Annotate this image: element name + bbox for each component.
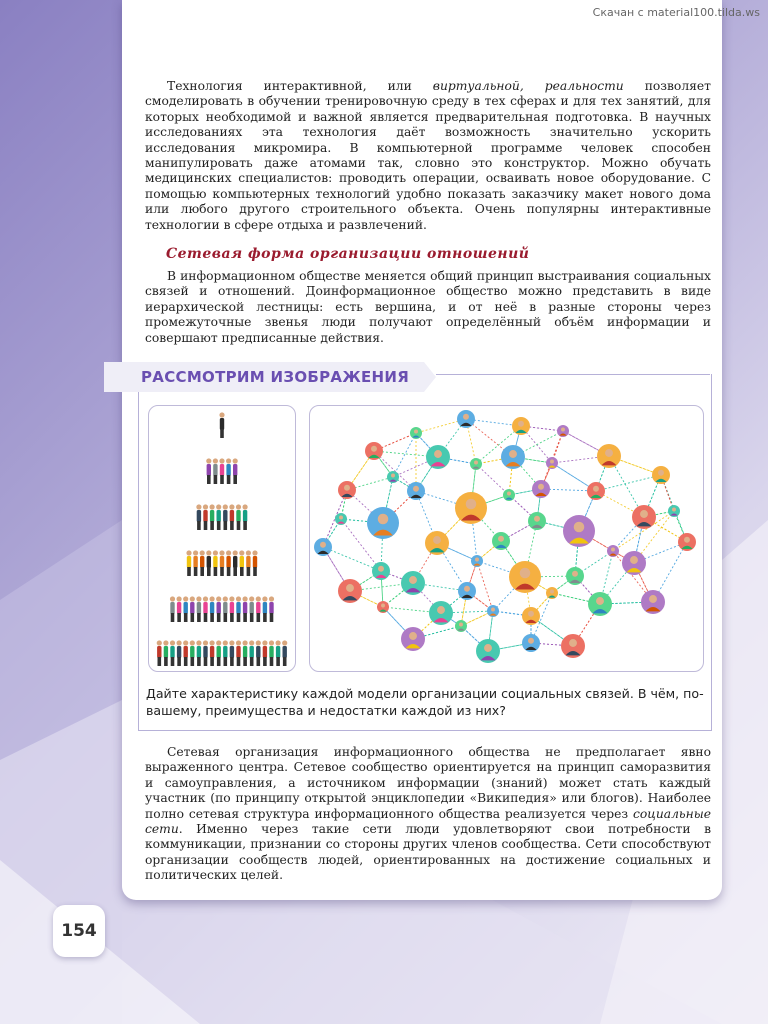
person-figure — [226, 550, 231, 576]
person-figure — [256, 640, 261, 666]
network-node — [407, 482, 425, 500]
person-figure — [219, 412, 224, 438]
network-node — [455, 492, 487, 524]
person-figure — [216, 640, 221, 666]
person-figure — [177, 596, 182, 622]
network-node — [668, 505, 680, 517]
network-node — [455, 620, 467, 632]
person-figure — [269, 596, 274, 622]
network-node — [566, 567, 584, 585]
network-image — [309, 405, 704, 672]
network-node — [367, 507, 399, 539]
person-figure — [190, 596, 195, 622]
network-node — [372, 562, 390, 580]
person-figure — [226, 458, 231, 484]
person-figure — [252, 550, 257, 576]
person-figure — [170, 596, 175, 622]
banner-title: РАССМОТРИМ ИЗОБРАЖЕНИЯ — [141, 368, 410, 386]
person-figure — [157, 640, 162, 666]
network-node — [563, 515, 595, 547]
person-figure — [243, 640, 248, 666]
network-node — [622, 551, 646, 575]
person-figure — [203, 596, 208, 622]
person-figure — [183, 640, 188, 666]
network-node — [492, 532, 510, 550]
hierarchy-pyramid-image — [148, 405, 296, 672]
network-node — [425, 531, 449, 555]
term-social-networks: социальные сети — [145, 806, 711, 837]
person-figure — [219, 458, 224, 484]
person-figure — [200, 550, 205, 576]
network-node — [387, 471, 399, 483]
person-figure — [246, 550, 251, 576]
network-node — [678, 533, 696, 551]
person-figure — [256, 596, 261, 622]
person-figure — [163, 640, 168, 666]
network-illustration — [310, 406, 703, 671]
network-node — [512, 417, 530, 435]
person-figure — [196, 596, 201, 622]
question-text: Дайте характеристику каждой модели организации социальных связей. В чём, по-вашему, преимущества и недостатки каждой из них? — [146, 686, 704, 718]
network-node — [476, 639, 500, 663]
network-node — [597, 444, 621, 468]
person-figure — [223, 504, 228, 530]
person-figure — [262, 596, 267, 622]
person-figure — [196, 504, 201, 530]
person-figure — [210, 504, 215, 530]
person-figure — [236, 596, 241, 622]
person-figure — [186, 550, 191, 576]
network-node — [632, 505, 656, 529]
person-figure — [177, 640, 182, 666]
network-node — [338, 481, 356, 499]
network-node — [487, 605, 499, 617]
person-figure — [216, 504, 221, 530]
network-node — [457, 410, 475, 428]
person-figure — [216, 596, 221, 622]
person-figure — [213, 458, 218, 484]
person-figure — [276, 640, 281, 666]
network-node — [338, 579, 362, 603]
person-figure — [223, 640, 228, 666]
person-figure — [233, 458, 238, 484]
network-node — [503, 489, 515, 501]
network-node — [652, 466, 670, 484]
person-figure — [203, 504, 208, 530]
person-figure — [183, 596, 188, 622]
network-node — [641, 590, 665, 614]
person-figure — [193, 550, 198, 576]
network-node — [458, 582, 476, 600]
person-figure — [229, 504, 234, 530]
person-figure — [213, 550, 218, 576]
person-figure — [170, 640, 175, 666]
pyramid-illustration — [149, 406, 295, 671]
network-node — [588, 592, 612, 616]
person-figure — [282, 640, 287, 666]
person-figure — [236, 504, 241, 530]
network-node — [314, 538, 332, 556]
watermark: Скачан с material100.tilda.ws — [592, 6, 760, 19]
person-figure — [203, 640, 208, 666]
person-figure — [243, 596, 248, 622]
person-figure — [233, 550, 238, 576]
person-figure — [210, 640, 215, 666]
intro-paragraph: Технология интерактивной, или виртуальной, реальности позволяет смоделировать в обучении тренировочную среду в тех сферах и для тех занятий, для которых необходимой и важной является предварительная подготовка. В научных исследованиях эта технология даёт возможность значительно ускорить исследования микромира. В компьютерной программе человек способен манипулировать даже атомами так, словно это конструктор. Можно обучать медицинских специалистов: проводить операции, осваивать новое оборудование. С помощью компьютерных технологий удобно показать заказчику макет нового дома или любого другого строительного объекта. Очень популярны интерактивные технологии в сфере отдыха и развлечений. — [145, 79, 711, 232]
section-title: Сетевая форма организации отношений — [166, 246, 530, 262]
person-figure — [210, 596, 215, 622]
section-paragraph: В информационном обществе меняется общий принцип выстраивания социальных связей и отношений. Доинформационное общество можно представить в виде иерархической лестницы: есть вершина, и от неё в разные стороны через промежуточные звенья люди получают определённый объём информации и совершают предписанные действия. — [145, 269, 711, 345]
network-node — [365, 442, 383, 460]
page-number: 154 — [53, 905, 105, 957]
network-node — [528, 512, 546, 530]
network-node — [607, 545, 619, 557]
person-figure — [249, 596, 254, 622]
person-figure — [243, 504, 248, 530]
network-node — [470, 458, 482, 470]
network-node — [557, 425, 569, 437]
person-figure — [249, 640, 254, 666]
network-node — [522, 634, 540, 652]
person-figure — [223, 596, 228, 622]
person-figure — [262, 640, 267, 666]
network-node — [522, 607, 540, 625]
network-node — [509, 561, 541, 593]
person-figure — [229, 640, 234, 666]
person-figure — [190, 640, 195, 666]
network-node — [546, 587, 558, 599]
network-node — [429, 601, 453, 625]
network-node — [426, 445, 450, 469]
figure-frame-top — [436, 374, 710, 375]
person-figure — [229, 596, 234, 622]
network-node — [471, 555, 483, 567]
network-node — [401, 571, 425, 595]
person-figure — [206, 550, 211, 576]
closing-paragraph: Сетевая организация информационного общества не предполагает явно выраженного центра. Сетевое сообщество ориентируется на принцип саморазвития и самоуправления, а источником информации (знаний) может стать каждый участник (по принципу открытой энциклопедии «Википедия» или блогов). Наиболее полно сетевая структура информационного общества реализуется через социальные сети. Именно через такие сети люди удовлетворяют свои потребности в коммуникации, признании со стороны других членов сообщества. Сети способствуют организации сообществ людей, ориентированных на достижение социальных и политических целей. — [145, 745, 711, 883]
person-figure — [239, 550, 244, 576]
network-node — [401, 627, 425, 651]
network-node — [501, 445, 525, 469]
person-figure — [219, 550, 224, 576]
network-node — [532, 480, 550, 498]
network-node — [546, 457, 558, 469]
person-figure — [196, 640, 201, 666]
person-figure — [269, 640, 274, 666]
network-node — [410, 427, 422, 439]
person-figure — [206, 458, 211, 484]
person-figure — [236, 640, 241, 666]
network-node — [377, 601, 389, 613]
network-node — [335, 513, 347, 525]
term-virtual-reality: виртуальной, реальности — [432, 79, 624, 93]
network-node — [587, 482, 605, 500]
network-node — [561, 634, 585, 658]
